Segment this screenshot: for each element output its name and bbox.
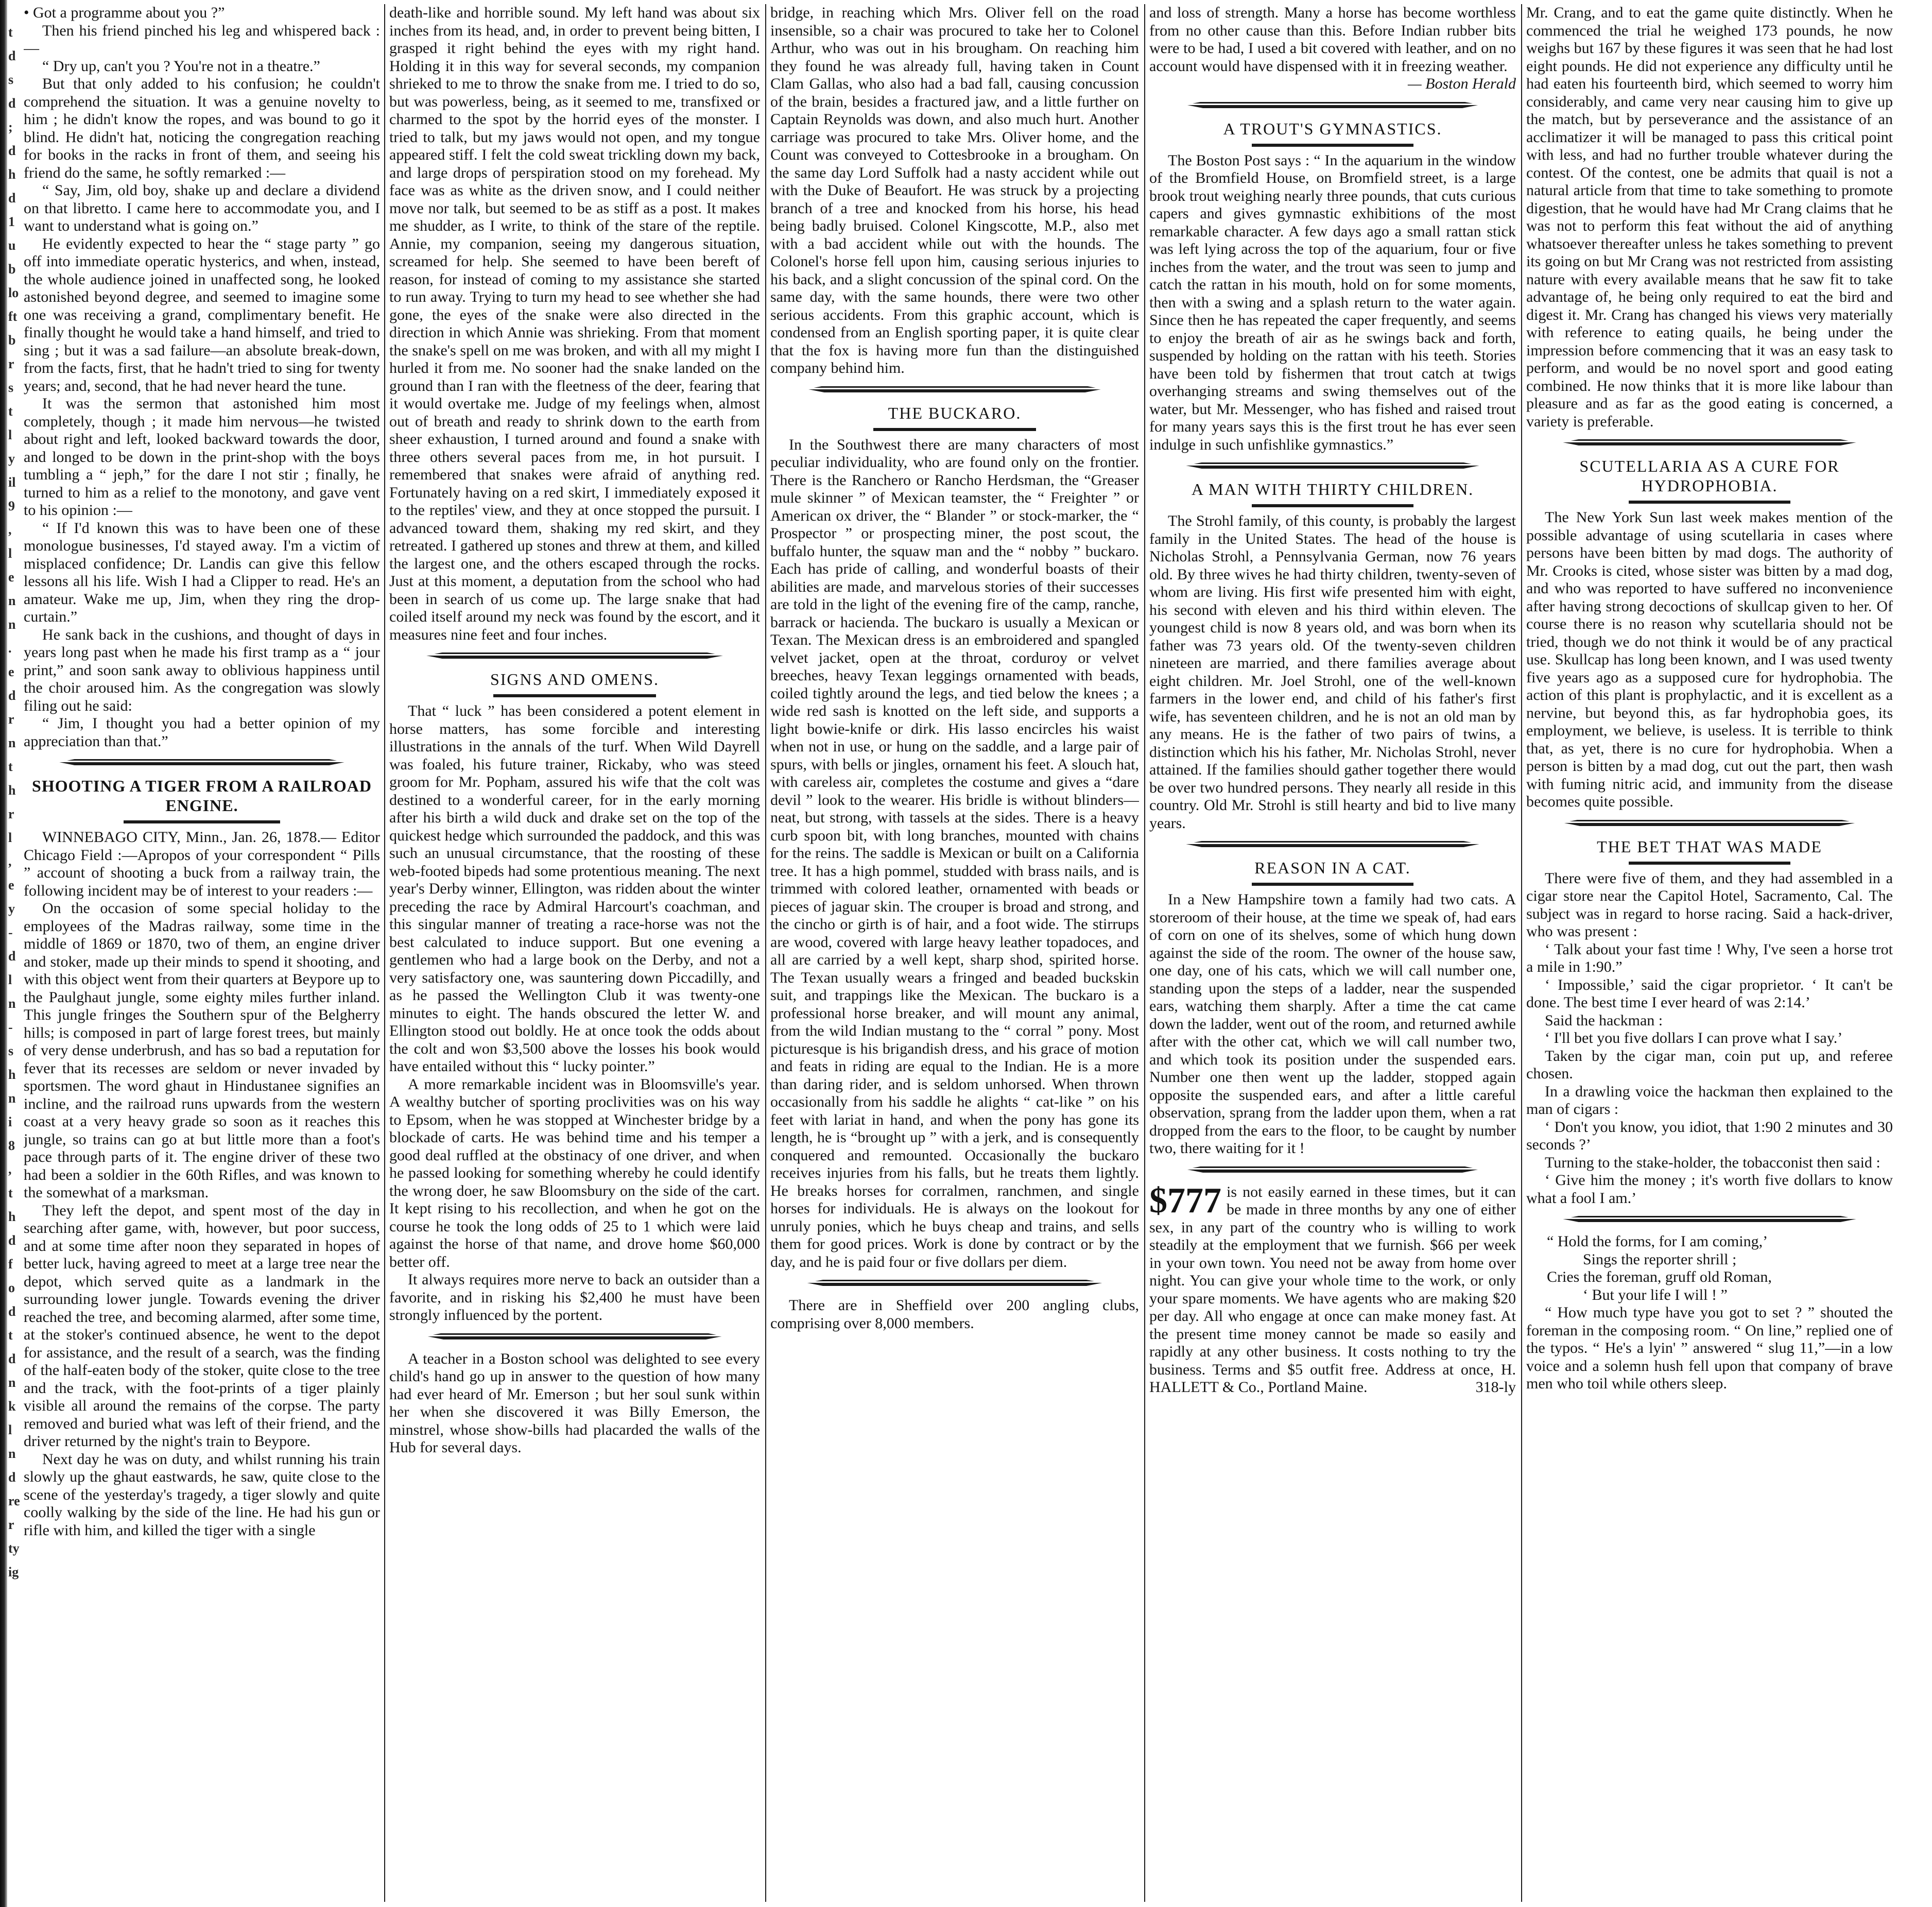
paragraph: A teacher in a Boston school was delighted to see every child's hand go up in answer to the question of how many had ever heard of Mr. Emerson ; but her soul sunk within her when she discovered it was Billy Emerson, the minstrel, whose show-bills had placarded the walls of the Hub for several days. [389,1350,760,1456]
paragraph: Turning to the stake-holder, the tobacconist then said : [1545,1154,1881,1171]
verse-line: Cries the foreman, gruff old Roman, [1547,1268,1772,1285]
paragraph: ‘ Don't you know, you idiot, that 1:90 2 minutes and 30 seconds ?’ [1526,1118,1893,1153]
column-rule [765,4,766,1902]
paragraph: “ Say, Jim, old boy, shake up and declare a dividend on that libretto. I came here to accommodate you, and I want to understand what is going on.” [24,182,380,234]
column-4 [1149,4,1516,1904]
paragraph: “ If I'd known this was to have been one of these monologue businesses, I'd stayed away. I'm a victim of misplaced confidence; Dr. Landis can give this fellow lessons all his life. Wish I had a Clipper to read. He's an amateur. Wake me up, Jim, when they ring the drop-curtain.” [24,519,380,625]
paragraph: ‘ Talk about your fast time ! Why, I've seen a horse trot a mile in 1:90.” [1526,940,1893,975]
verse-line: Sings the reporter shrill ; [1583,1250,1737,1268]
verse-line: “ Hold the forms, for I am coming,’ [1547,1233,1768,1250]
paragraph: They left the depot, and spent most of the day in searching after game, with, however, but poor success, and at some time after noon they separated in hopes of better luck, having agreed to meet at a large tree near the depot, which served quite as a landmark in the surrounding lower jungle. Towards evening the driver reached the tree, and becoming alarmed, after some time, at the stoker's continued absence, he went to the depot for assistance, and the result of a search, was the finding of the half-eaten body of the stoker, quite close to the tree and the track, with the foot-prints of a tiger plainly visible all around the remains of the corpse. The party removed and buried what was left of their friend, and the driver returned by the night's train to Beypore. [24,1201,380,1450]
paragraph: death-like and horrible sound. My left hand was about six inches from its head, and, in order to prevent being bitten, I grasped it right behind the eyes with my right hand. Holding it in this way for several seconds, my companion shrieked to me to throw the snake from me. I tried to do so, but was powerless, being, as it seemed to me, transfixed or charmed to the spot by the horrid eyes of the monster. I tried to talk, but my jaws would not open, and my tongue appeared stiff. I felt the cold sweat trickling down my back, and large drops of perspiration stood on my forehead. My face was as white as the driven snow, and I could neither move nor talk, but seemed to be as stiff as a post. It makes me shudder, as I write, to think of the stare of the reptile. Annie, my companion, seeing my dangerous situation, screamed for help. She seemed to have been bereft of reason, for instead of coming to my assistance she started to run away. Trying to turn my head to see whether she had gone, the eyes of the snake were also directed in the direction in which Annie was shrieking. From that moment the snake's spell on me was broken, and with all my might I hurled it from me. No sooner had the snake landed on the ground than I ran with the fleetness of the deer, fearing that it would overtake me. Judge of my feelings when, almost out of breath and ready to shrink down to the earth from sheer exhaustion, I turned around and found a snake with three others several paces from me, in hot pursuit. I remembered that snakes were afraid of anything red. Fortunately having on a red skirt, I immediately exposed it to the reptiles' view, and they at once stopped the pursuit. I advanced toward them, shaking my red skirt, and they retreated. I gathered up stones and threw at them, and killed the largest one, and the others escaped through the rocks. Just at this moment, a deputation from the school who had been in search of us come up. The large snake that had coiled itself around my neck was found by the escort, and it measures nine feet and four inches. [389,4,760,643]
article-separator [1186,461,1479,470]
paragraph: A more remarkable incident was in Bloomsville's year. A wealthy butcher of sporting proclivities was on his way to Epsom, when he was stopped at Winchester bridge by a blockade of carts. He was behind time and his temper a good deal ruffled at the obstinacy of one driver, and when he passed looking for something whereby he could identify the wrong doer, he saw Bloomsbury on the side of the cart. It kept rising to his recollection, and when he got on the course he took the long odds of 25 to 1 which were laid against the horse of that name, and drove home $60,000 better off. [389,1075,760,1270]
paragraph: In the Southwest there are many characters of most peculiar individuality, who are found only on the frontier. There is the Ranchero or Rancho Herdsman, the “Greaser mule skinner ” of Mexican teamster, the “ Freighter ” or American ox driver, the “ Blander ” or stock-marker, the “ Prospector ” or prospecting miner, the post scout, the buffalo hunter, the squaw man and the “ nobby ” buckaro. Each has pride of calling, and wonderful boasts of their abilities are made, and marvelous stories of their successes are told in the light of the evening fire of the camp, ranche, barrack or hacienda. The buckaro is usually a Mexican or Texan. The Mexican dress is an embroidered and spangled velvet jacket, open at the throat, corduroy or velvet breeches, heavy Texan leggings ornamented with beads, coiled tightly around the legs, and tied below the knees ; a wide red sash is knotted on the left side, and supports a light bowie-knife or dirk. His lasso encircles his waist when not in use, or hung on the saddle, and a large pair of spurs, with bells or jingles, ornament his feet. A slouch hat, with careless air, completes the costume and gives a “dare devil ” look to the wearer. His bridle is without blinders—neat, but strong, with tassels at the sides. There is a heavy curb spoon bit, with long branches, mounted with chains for the reins. The saddle is Mexican or built on a California tree. It has a high pommel, studded with brass nails, and is trimmed with colored leather, ornamented with beads or pieces of jaguar skin. The crouper is broad and strong, and the cincho or girth is of hair, and a foot wide. The stirrups are wood, covered with large heavy leather topadoces, and all are carried by a well kept, sharp shod, spirited horse. The Texan usually wears a fringed and beaded buckskin suit, and trappings like the Mexican. The buckaro is a professional horse breaker, and will mount any animal, from the wild Indian mustang to the “ corral ” pony. Most picturesque is his brigandish dress, and his grace of motion and feats in riding are equal to the Indian. He is a more than daring rider, and is seldom unhorsed. When thrown occasionally from his saddle he alights “ cat-like ” on his feet with lariat in hand, and when the pony has gone its length, he is “brought up ” with a jerk, and is consequently conquered and remounted. Occasionally the buckaro receives injuries from his falls, but he treats them lightly. He breaks horses for corralmen, ranchmen, and single horses for individuals. He is always on the lookout for unruly ponies, which he buys cheap and trains, and sells them for good prices. Work is done by contract or by the day, and he is paid four or five dollars per diem. [770,436,1139,1270]
article-separator [807,1278,1102,1287]
margin-fragments: t d s d ; d h d 1 u b lo ft b r s t l y il 9 , l e n n . e d r n t h r l , e y - d l n - s h n i 8 , t h d f o d t d n k l n d re r ty ig [8,25,20,1579]
paragraph: He sank back in the cushions, and thought of days in years long past when he made his first tramp as a “ jour print,” and soon sank away to oblivious happiness until the choir aroused him. As the congregation was slowly filing out he said: [24,626,380,714]
ad-code: 318-ly [1475,1379,1516,1396]
paragraph: The Boston Post says : “ In the aquarium in the window of the Bromfield House, on Bromfield street, is a large brook trout weighing nearly three pounds, that cuts curious capers and gives gymnastic exhibitions of the most remarkable character. A few days ago a small rattan stick was left lying across the top of the aquarium, four or five inches from the water, and the trout was seen to jump and catch the rattan in his mouth, hold on for some moments, then with a swing and a splash return to the water again. Since then he has repeated the caper frequently, and seems to enjoy the breath of air as he swings back and forth, suspended by holding on the rattan with his teeth. Stories have been told by fishermen that trout catch at twigs overhanging streams and swing themselves out of the water, but Mr. Messenger, who has fished and raised trout for many years says this is the first trout he has ever seen indulge in such unfishlike gymnastics.” [1149,151,1516,453]
headline-buckaro: THE BUCKARO. [888,403,1022,422]
column-3 [770,4,1139,1904]
verse-line: ‘ But your life I will ! ” [1583,1286,1728,1303]
paragraph: ‘ Impossible,’ said the cigar proprietor. ‘ It can't be done. The best time I ever heard of was 2:14.’ [1526,976,1893,1011]
article-separator [1563,438,1856,447]
paragraph: It was the sermon that astonished him most completely, though ; it made him nervous—he twisted about right and left, looked backward towards the door, and longed to be down in the print-shop with the boys tumbling a “ jeph,” for the dare I not stir ; finally, he turned to him as a relief to the monotony, and gave vent to his opinion :— [24,395,380,519]
headline-cat: REASON IN A CAT. [1254,858,1411,877]
paragraph: He evidently expected to hear the “ stage party ” go off into immediate operatic hysterics, and when, instead, the whole audience joined in unaffected song, he looked astonished beyond degree, and seemed to imagine some one was receiving a grand, complimentary benefit. He finally thought he would take a hand himself, and tried to sing ; but it was a sad failure—an absolute break-down, from the facts, first, that he hadn't tried to sing for twenty years; and, second, that he had never heard the tune. [24,235,380,394]
paragraph: There are in Sheffield over 200 angling clubs, comprising over 8,000 members. [770,1297,1139,1332]
headline-signs-and-omens: SIGNS AND OMENS. [490,670,660,689]
article-separator [426,651,723,660]
paragraph: Mr. Crang, and to eat the game quite distinctly. When he commenced the trial he weighed 173 pounds, he now weighs but 167 by these figures it was seen that he had lost eight pounds. He did not experience any difficulty until he had eaten his fourteenth bird, which seemed to worry him considerably, and came very near causing him to give up the match, but by perseverance and the assistance of an acclimatizer it will be managed to pass this critical point with less, and had no further trouble whatever during the contest. Of the contest, one be admits that quail is not a natural article from that time to take something to promote digestion, that he would have had Mr Crang claims that he was not to perform this feat without the aid of anything whatsoever thereafter unless he takes something to prevent its going on but Mr Crang was not restricted from assisting nature with every available means that he saw fit to take advantage of, he being only required to eat the bird and digest it. Mr. Crang has changed his views very materially with reference to eating quails, he being under the impression before commencing that it was an easy task to perform, and would be no novel sport and good eating combined. He now thinks that it is more like labour than pleasure and as far as the good eating is concerned, a variety is preferable. [1526,4,1893,430]
headline-rule [873,428,1036,431]
advertisement [1149,1180,1516,1397]
article-separator [1186,1165,1479,1174]
column-rule [1521,4,1522,1902]
headline-scutellaria: SCUTELLARIA AS A CURE FOR HYDROPHOBIA. [1579,457,1840,495]
paragraph: ‘ Give him the money ; it's worth five dollars to know what a fool I am.’ [1526,1172,1893,1207]
column-1 [24,4,380,1904]
paragraph: Then his friend pinched his leg and whispered back :— [24,22,380,57]
headline-rule [493,694,657,697]
article-separator [1186,839,1479,849]
article-separator [1563,818,1856,828]
ad-text: is not easily earned in these times, but it can be made in three months by any one of either sex, in any part of the country who is willing to work steadily at the employment that we furnish. $66 per week in your own town. You need not be away from home over night. You can give your whole time to the work, or only your spare moments. We have agents who are making $20 per day. All who engage at once can make money fast. At the present time money cannot be made so easily and rapidly at any other business. It costs nothing to try the business. Terms and $5 outfit free. Address at once, H. HALLETT & Co., Portland Maine. [1149,1183,1516,1396]
paragraph: That “ luck ” has been considered a potent element in horse matters, has some forcible and interesting illustrations in the annals of the turf. When Wild Dayrell was foaled, his future trainer, Rickaby, who was steed groom for Mr. Popham, assured his wife that the colt was destined to a wonderful career, for in the early morning after his birth a wild duck and drake set on the top of the quickest hedge which surrounded the paddock, and this was such an unusual circumstance, that the roosting of these web-footed bipeds had some protentious meaning. The next year's Derby winner, Ellington, was ridden about the winter preceding the race by Admiral Harcourt's coachman, and this singular manner of treating a race-horse was not the best calculated to induce support. But one evening a gentlemen who had a large book on the Derby, and not a very satisfactory one, was sauntering down Piccadilly, and as he passed the Wellington Club it was twenty-one minutes to eight. The hands obscured the letter W. and Ellington stood out boldly. He at once took the odds about the colt and won $3,500 above the losses his book would have entailed without this “ lucky pointer.” [389,702,760,1075]
article-separator [426,1332,723,1341]
headline-rule [1629,501,1790,504]
paragraph: There were five of them, and they had assembled in a cigar store near the Capitol Hotel, Sacramento, Cal. The subject was in regard to horse racing. Said a hack-driver, who was present : [1526,869,1893,940]
paragraph: On the occasion of some special holiday to the employees of the Madras railway, some time in the middle of 1869 or 1870, two of them, an engine driver and stoker, made up their minds to spend it shooting, and with this object went from their quarters at Beypore up to the Paulghaut jungle, some eighty miles further inland. This jungle fringes the Southern spur of the Belgherry hills; is composed in part of large forest trees, but mainly of very dense underbrush, and has so bad a reputation for fever that its recesses are seldom or never invaded by sportsmen. The word ghaut in Hindustanee signifies an incline, and the railroad runs upwards from the western coast at a very heavy grade so soon as it reaches this jungle, so trains can go at but little more than a foot's pace through parts of it. The engine driver of these two had been a soldier in the 60th Rifles, and was known to the somewhat of a marksman. [24,900,380,1201]
headline-bet: THE BET THAT WAS MADE [1597,837,1822,856]
headline-rule [1252,144,1413,147]
paragraph: “ How much type have you got to set ? ” shouted the foreman in the composing room. “ On line,” replied one of the typos. “ He's a lyin' ” answered “ slug 11,”—in a low voice and a solemn hush fell upon that company of brave men who toil while others sleep. [1526,1304,1893,1392]
headline-rule [1252,883,1413,886]
ad-amount: $777 [1149,1180,1221,1221]
paragraph: Taken by the cigar man, coin put up, and referee chosen. [1526,1047,1893,1082]
article-separator [807,385,1102,394]
paragraph: Said the hackman : [1545,1011,1663,1029]
paragraph: But that only added to his confusion; he couldn't comprehend the situation. It was a genuine novelty to him ; he didn't know the ropes, and was bound to go it blind. He didn't hat, noticing the congregation reaching for books in the racks in front of them, and seeing his friend do the same, he softly remarked :— [24,75,380,181]
paragraph: In a New Hampshire town a family had two cats. A storeroom of their house, at the time we speak of, had ears of corn on one of its shelves, some of which hung down against the side of the room. The owner of the house saw, one day, one of his cats, which we will call number one, standing upon the steps of a ladder, near the suspended ears, watching them sharply. After a time the cat came down the ladder, went out of the room, and returned awhile after with the other cat, which we will call number two, and which took its position under the suspended ears. Number one then went up the ladder, stopped again opposite the suspended ears, and after a little careful observation, sprang from the ladder upon them, when a rat dropped from the ears to the floor, to be caught by number two, there waiting for it ! [1149,891,1516,1157]
paragraph: “ Dry up, can't you ? You're not in a theatre.” [42,57,320,75]
paragraph: WINNEBAGO CITY, Minn., Jan. 26, 1878.— Editor Chicago Field :—Apropos of your correspondent “ Pills ” account of shooting a buck from a railway train, the following incident may be of interest to your readers :— [24,829,380,899]
headline-thirty-children: A MAN WITH THIRTY CHILDREN. [1191,480,1474,499]
paragraph: The New York Sun last week makes mention of the possible advantage of using scutellaria in cases where persons have been bitten by mad dogs. The authority of Mr. Crooks is cited, whose sister was bitten by a mad dog, and who was reported to have suffered no inconvenience after having strong decoctions of skullcap given to her. Of course there is no reason why scutellaria should not be tried, though we do not think it would be of any practical use. Skullcap has long been known, and I was used twenty five years ago as a supposed cure for hydrophobia. The action of this plant is prophylactic, and it is excellent as a nervine, but beyond this, as far hydrophobia goes, its employment, we believe, is useless. It is terrible to think that, as yet, there is no cure for hydrophobia. When a person is bitten by a mad dog, cut out the part, then wash with fuming nitric acid, and immunity from the disease becomes quite possible. [1526,509,1893,810]
headline-trout: A TROUT'S GYMNASTICS. [1223,119,1442,138]
paragraph: and loss of strength. Many a horse has become worthless from no other cause than this. Before Indian rubber bits were to be had, I used a bit covered with leather, and on no account would have dispensed with it in freezing weather. [1149,4,1516,75]
paragraph: Next day he was on duty, and whilst running his train slowly up the ghaut eastwards, he saw, quite close to the scene of the yesterday's tragedy, a tiger slowly and quite coolly walking by the side of the line. He had his gun or rifle with him, and killed the tiger with a single [24,1450,380,1539]
column-rule [384,4,385,1902]
paragraph: In a drawling voice the hackman then explained to the man of cigars : [1526,1083,1893,1118]
source-credit: — Boston Herald [1408,75,1516,92]
column-rule [1144,4,1145,1902]
article-separator [59,758,344,767]
paragraph: ‘ I'll bet you five dollars I can prove what I say.’ [1545,1029,1843,1046]
paragraph: “ Jim, I thought you had a better opinion of my appreciation than that.” [24,715,380,750]
article-separator [1563,1214,1856,1224]
headline-rule [124,820,280,823]
column-2 [389,4,760,1904]
headline-rule [1252,504,1413,507]
paragraph: It always requires more nerve to back an outsider than a favorite, and in risking his $2,400 he must have been strongly influenced by the portent. [389,1271,760,1324]
paragraph: • Got a programme about you ?” [24,4,225,21]
headline-tiger: SHOOTING A TIGER FROM A RAILROAD ENGINE. [32,777,372,815]
article-separator [1186,100,1479,110]
column-5 [1526,4,1893,1904]
binding-edge [0,0,7,1907]
headline-rule [1629,862,1790,865]
paragraph: The Strohl family, of this county, is probably the largest family in the United States. The head of the house is Nicholas Strohl, a Pennsylvania German, now 76 years old. By three wives he had thirty children, twenty-seven of whom are living. His first wife presented him with eight, his second with eleven and his third within eleven. The youngest child is now 8 years old, and was born when its father was 73 years old. Of the twenty-seven children nineteen are married, and there families average about eight children. Mr. Joel Strohl, one of the well-known farmers in the lower end, and child of his father's first wife, has seventeen children, and he is not an old man by any means. He is the father of two pairs of twins, a distinction which his his father, Mr. Nicholas Strohl, never attained. If the families should gather together there would be over two hundred persons. They nearly all reside in this country. Old Mr. Strohl is still hearty and bid to live many years. [1149,512,1516,832]
paragraph: bridge, in reaching which Mrs. Oliver fell on the road insensible, so a chair was procured to take her to Colonel Arthur, who was out in his brougham. On reaching him they found he was already full, having taken in Count Clam Gallas, who also had a bad fall, causing concussion of the brain, besides a fractured jaw, and a little further on Captain Reynolds was down, and also much hurt. Another carriage was procured to take Mrs. Oliver home, and the Count was conveyed to Cottesbrooke in a brougham. On the same day Lord Suffolk had a nasty accident while out with the Duke of Beaufort. He was struck by a projecting branch of a tree and knocked from his horse, his head being badly bruised. Colonel Kingscotte, M.P., also met with a bad accident while out with the hounds. The Colonel's horse fell upon him, causing serious injuries to his back, and a slight concussion of the spinal cord. On the same day, with the same hounds, there were two other serious accidents. From this graphic account, which is condensed from an English sporting paper, it is quite clear that the fox is having more fun than the distinguished company behind him. [770,4,1139,376]
